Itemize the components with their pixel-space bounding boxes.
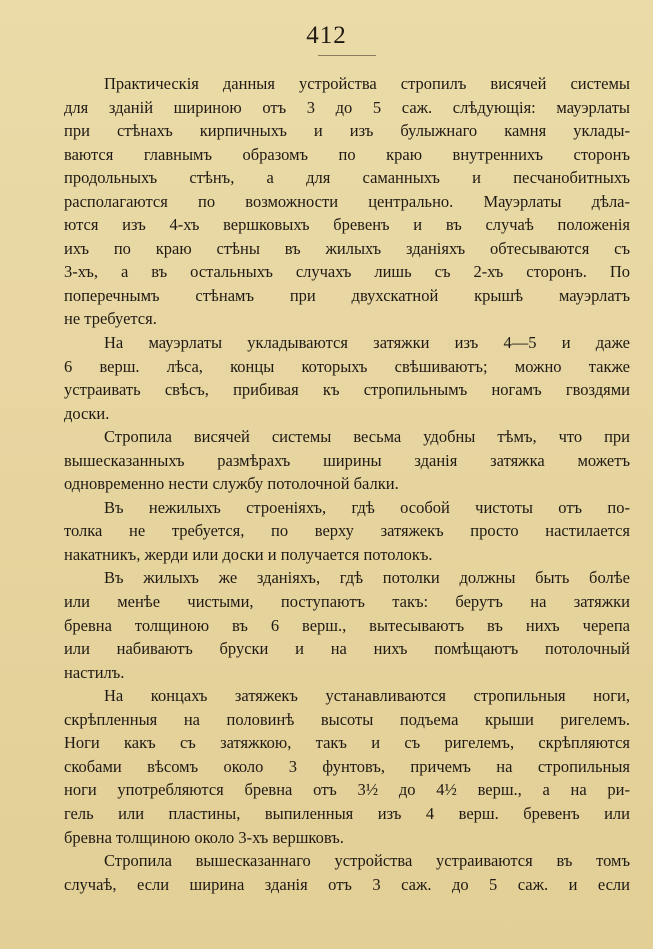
text-line: для зданій шириною отъ 3 до 5 саж. слѣдующія: мауэрлаты (64, 97, 630, 117)
text-line: скрѣпленныя на половинѣ высоты подъема крыши ригелемъ. (64, 709, 630, 729)
body-text (64, 72, 630, 896)
text-line: Въ нежилыхъ строеніяхъ, гдѣ особой чистоты отъ по- (104, 497, 630, 517)
text-line: скобами вѣсомъ около 3 фунтовъ, причемъ на стропильныя (64, 756, 630, 776)
text-line: Стропила вышесказаннаго устройства устраиваются въ томъ (104, 851, 630, 871)
text-line: или набиваютъ бруски и на нихъ помѣщаютъ потолочный (64, 639, 630, 659)
text-line: доски. (64, 403, 110, 423)
text-line: вышесказанныхъ размѣрахъ ширины зданія затяжка можетъ (64, 450, 630, 470)
text-line: гель или пластины, выпиленныя изъ 4 верш. бревенъ или (64, 803, 630, 823)
text-line: или менѣе чистыми, поступаютъ такъ: берутъ на затяжки (64, 592, 630, 612)
text-line: при стѣнахъ кирпичныхъ и изъ булыжнаго камня уклады- (64, 121, 630, 141)
text-line: На мауэрлаты укладываются затяжки изъ 4—5 и даже (104, 333, 630, 353)
text-line: одновременно нести службу потолочной балки. (64, 474, 399, 494)
text-line: 3-хъ, а въ остальныхъ случахъ лишь съ 2-хъ сторонъ. По (64, 262, 630, 282)
text-line: Ноги какъ съ затяжкою, такъ и съ ригелемъ, скрѣпляются (64, 733, 630, 753)
text-line: ются изъ 4-хъ вершковыхъ бревенъ и въ случаѣ положенія (64, 215, 630, 235)
text-line: поперечнымъ стѣнамъ при двухскатной крышѣ мауэрлатъ (64, 285, 630, 305)
page-number: 412 (306, 22, 347, 49)
text-line: ихъ по краю стѣны въ жилыхъ зданіяхъ обтесываются съ (64, 238, 630, 258)
text-line: не требуется. (64, 309, 157, 329)
text-line: На концахъ затяжекъ устанавливаются стропильныя ноги, (104, 686, 630, 706)
text-line: Практическія данныя устройства стропилъ висячей системы (104, 74, 630, 93)
text-line: ноги употребляются бревна отъ 3½ до 4½ верш., а на ри- (64, 780, 630, 800)
text-line: устраивать свѣсъ, прибивая къ стропильнымъ ногамъ гвоздями (64, 380, 630, 400)
text-line: 6 верш. лѣса, концы которыхъ свѣшиваютъ; можно также (64, 356, 630, 376)
text-line: располагаются по возможности центрально. Мауэрлаты дѣла- (64, 191, 630, 211)
text-line: ваются главнымъ образомъ по краю внутреннихъ сторонъ (64, 144, 630, 164)
text-line: накатникъ, жерди или доски и получается потолокъ. (64, 544, 433, 564)
text-line: Въ жилыхъ же зданіяхъ, гдѣ потолки должны быть болѣе (104, 568, 630, 588)
text-line: настилъ. (64, 662, 125, 682)
page-number-rule (318, 55, 376, 56)
text-line: толка не требуется, по верху затяжекъ просто настилается (64, 521, 630, 541)
text-line: бревна толщиною въ 6 верш., вытесываютъ въ нихъ черепа (64, 615, 630, 635)
text-line: продольныхъ стѣнъ, а для саманныхъ и песчанобитныхъ (64, 168, 630, 188)
text-line: случаѣ, если ширина зданія отъ 3 саж. до 5 саж. и если (64, 874, 630, 894)
text-line: Стропила висячей системы весьма удобны тѣмъ, что при (104, 427, 630, 447)
text-line: бревна толщиною около 3-хъ вершковъ. (64, 827, 344, 847)
